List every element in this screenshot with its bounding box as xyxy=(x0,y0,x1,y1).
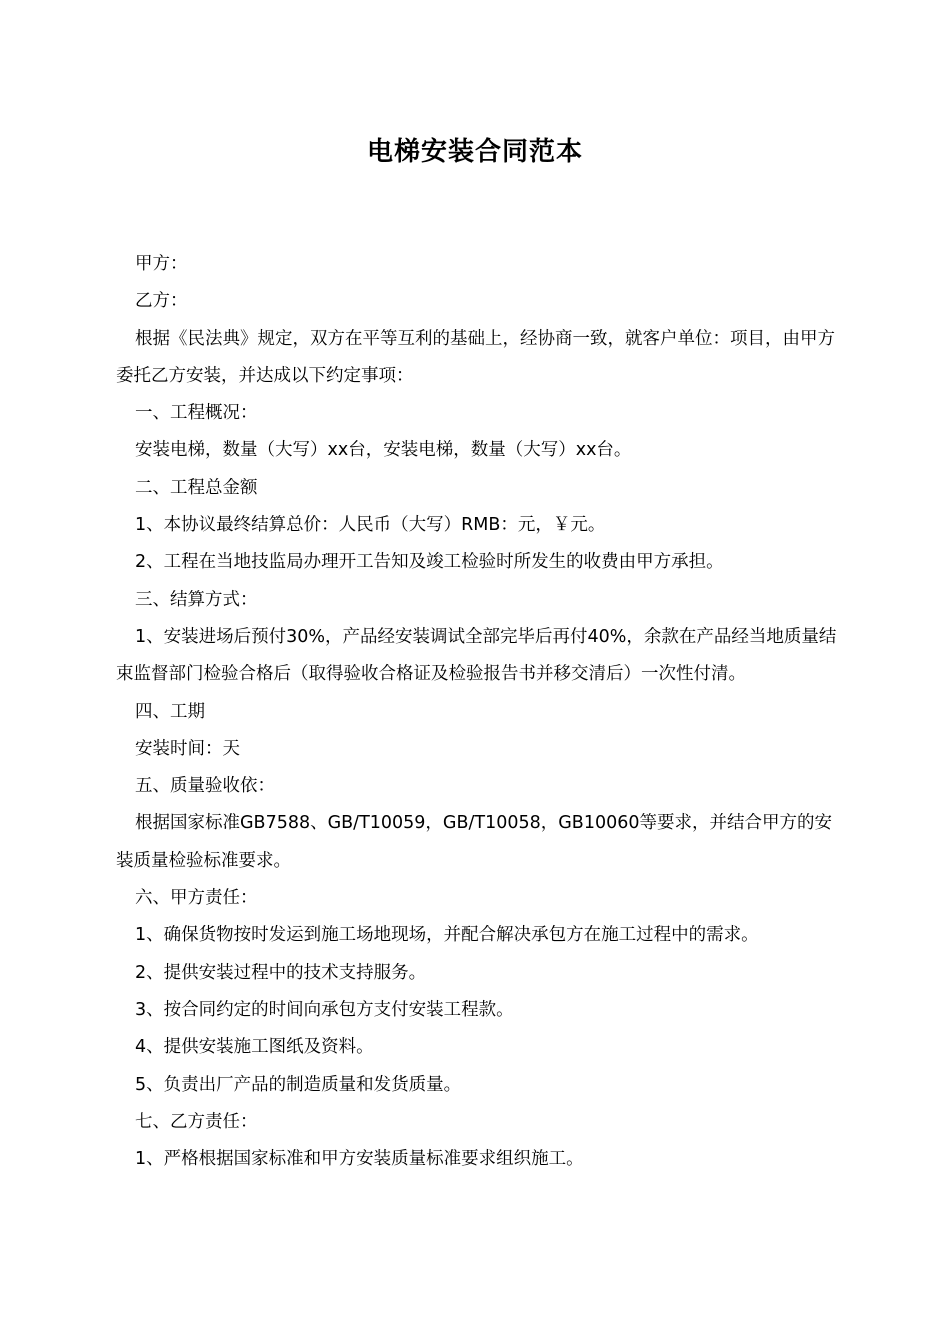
section-heading-4: 四、工期 xyxy=(135,701,205,722)
section-heading-7: 七、乙方责任： xyxy=(135,1111,258,1132)
section-6-item-4: 4、提供安装施工图纸及资料。 xyxy=(135,1037,374,1058)
section-5-body: 根据国家标准GB7588、GB/T10059，GB/T10058，GB10060等要求，并结合甲方的安装质量检验标准要求。 xyxy=(116,813,832,871)
party-b-line: 乙方： xyxy=(135,291,188,312)
party-a-line: 甲方： xyxy=(135,254,188,274)
section-1-body: 安装电梯，数量（大写）xx台，安装电梯，数量（大写）xx台。 xyxy=(135,440,632,461)
section-3-item-1: 1、安装进场后预付30%，产品经安装调试全部完毕后再付40%，余款在产品经当地质量结束监督部门检验合格后（取得验收合格证及检验报告书并移交清后）一次性付清。 xyxy=(116,626,837,685)
section-6-item-5: 5、负责出厂产品的制造质量和发货质量。 xyxy=(135,1074,462,1095)
section-heading-1: 一、工程概况： xyxy=(135,403,258,424)
section-2-item-1: 1、本协议最终结算总价：人民币（大写）RMB：元，￥元。 xyxy=(135,515,606,536)
preamble-paragraph: 根据《民法典》规定，双方在平等互利的基础上，经协商一致，就客户单位：项目，由甲方委托乙方安装，并达成以下约定事项： xyxy=(116,328,835,386)
document-title: 电梯安装合同范本 xyxy=(366,137,583,167)
section-heading-2: 二、工程总金额 xyxy=(135,477,258,498)
section-6-item-3: 3、按合同约定的时间向承包方支付安装工程款。 xyxy=(135,999,514,1020)
section-4-body: 安装时间：天 xyxy=(135,738,240,759)
section-heading-6: 六、甲方责任： xyxy=(135,888,258,909)
section-6-item-1: 1、确保货物按时发运到施工场地现场，并配合解决承包方在施工过程中的需求。 xyxy=(135,925,759,946)
section-6-item-2: 2、提供安装过程中的技术支持服务。 xyxy=(135,962,427,983)
section-7-item-1: 1、严格根据国家标准和甲方安装质量标准要求组织施工。 xyxy=(135,1149,584,1170)
document-body xyxy=(116,246,848,1178)
section-heading-3: 三、结算方式： xyxy=(135,589,258,610)
section-2-item-2: 2、工程在当地技监局办理开工告知及竣工检验时所发生的收费由甲方承担。 xyxy=(135,552,724,573)
section-heading-5: 五、质量验收依： xyxy=(135,776,275,797)
